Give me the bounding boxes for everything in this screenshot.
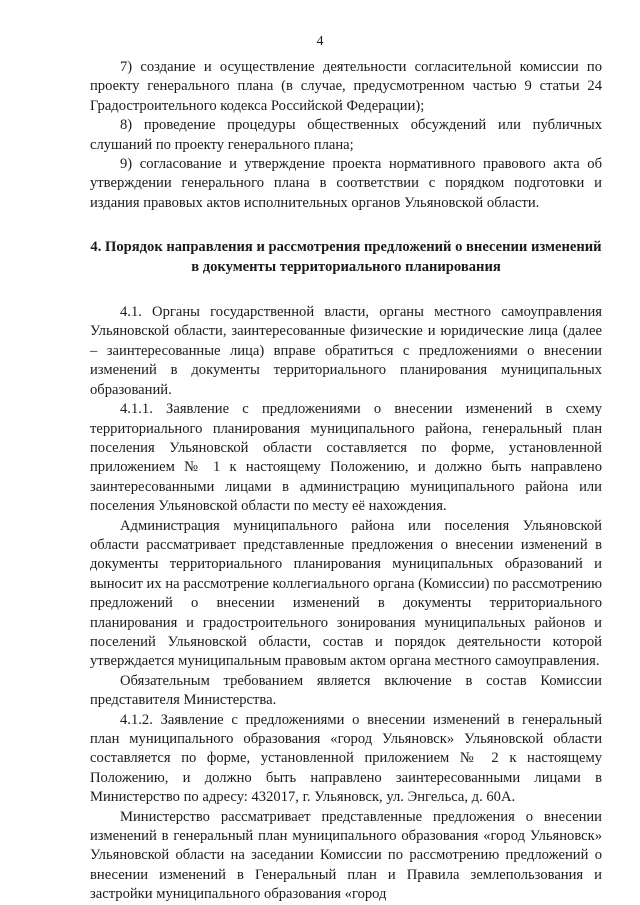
list-item-8: 8) проведение процедуры общественных обсуждений или публичных слушаний по проекту генерального плана; xyxy=(90,117,602,153)
paragraph-4-1-2: 4.1.2. Заявление с предложениями о внесении изменений в генеральный план муниципального образования «город Ульяновск» Ульяновской области составляется по форме, установленной приложением № 2 к настоящему Положению, и должно быть направлено заинтересованными лицами в Министерство по адресу: 432017, г. Ульяновск, ул. Энгельса, д. 60А. xyxy=(90,711,602,806)
section-heading: 4. Порядок направления и рассмотрения предложений о внесении изменений в документы территориального планирования xyxy=(90,239,602,275)
list-item-7: 7) создание и осуществление деятельности согласительной комиссии по проекту генерального плана (в случае, предусмотренном частью 9 статьи 24 Градостроительного кодекса Российской Федерации); xyxy=(90,59,602,114)
paragraph-ministry: Министерство рассматривает представленные предложения о внесении изменений в генеральный план муниципального образования «город Ульяновск» Ульяновской области на заседании Комиссии по рассмотрению предложений о внесении изменений в Генеральный план и Правила землепользования и застройки муниципального образования «город xyxy=(90,808,602,903)
page-number: 4 xyxy=(316,34,324,49)
paragraph-4-1: 4.1. Органы государственной власти, органы местного самоуправления Ульяновской области, заинтересованные физические и юридические лица (далее – заинтересованные лица) вправе обратиться с предложениями о внесении изменений в документы территориального планирования муниципальных образований. xyxy=(90,304,602,398)
paragraph-administration: Администрация муниципального района или поселения Ульяновской области рассматривает представленные предложения о внесении изменений в документы территориального планирования муниципальных образований и выносит их на рассмотрение коллегиального органа (Комиссии) по рассмотрению предложений о внесении изменений в документы территориального планирования и градостроительного зонирования муниципальных районов и поселений Ульяновской области, состав и порядок деятельности которой утверждается муниципальным правовым актом органа местного самоуправления. xyxy=(90,517,602,670)
paragraph-requirement: Обязательным требованием является включение в состав Комиссии представителя Министерства. xyxy=(90,672,602,709)
document-body xyxy=(90,58,602,905)
paragraph-4-1-1: 4.1.1. Заявление с предложениями о внесении изменений в схему территориального планирования муниципального района, генеральный план поселения Ульяновской области составляется по форме, установленной приложением № 1 к настоящему Положению, и должно быть направлено заинтересованными лицами в администрацию муниципального района или поселения Ульяновской области по месту её нахождения. xyxy=(90,401,602,515)
list-item-9: 9) согласование и утверждение проекта нормативного правового акта об утверждении генерального плана в соответствии с порядком подготовки и издания правовых актов исполнительных органов Ульяновской области. xyxy=(90,156,602,211)
